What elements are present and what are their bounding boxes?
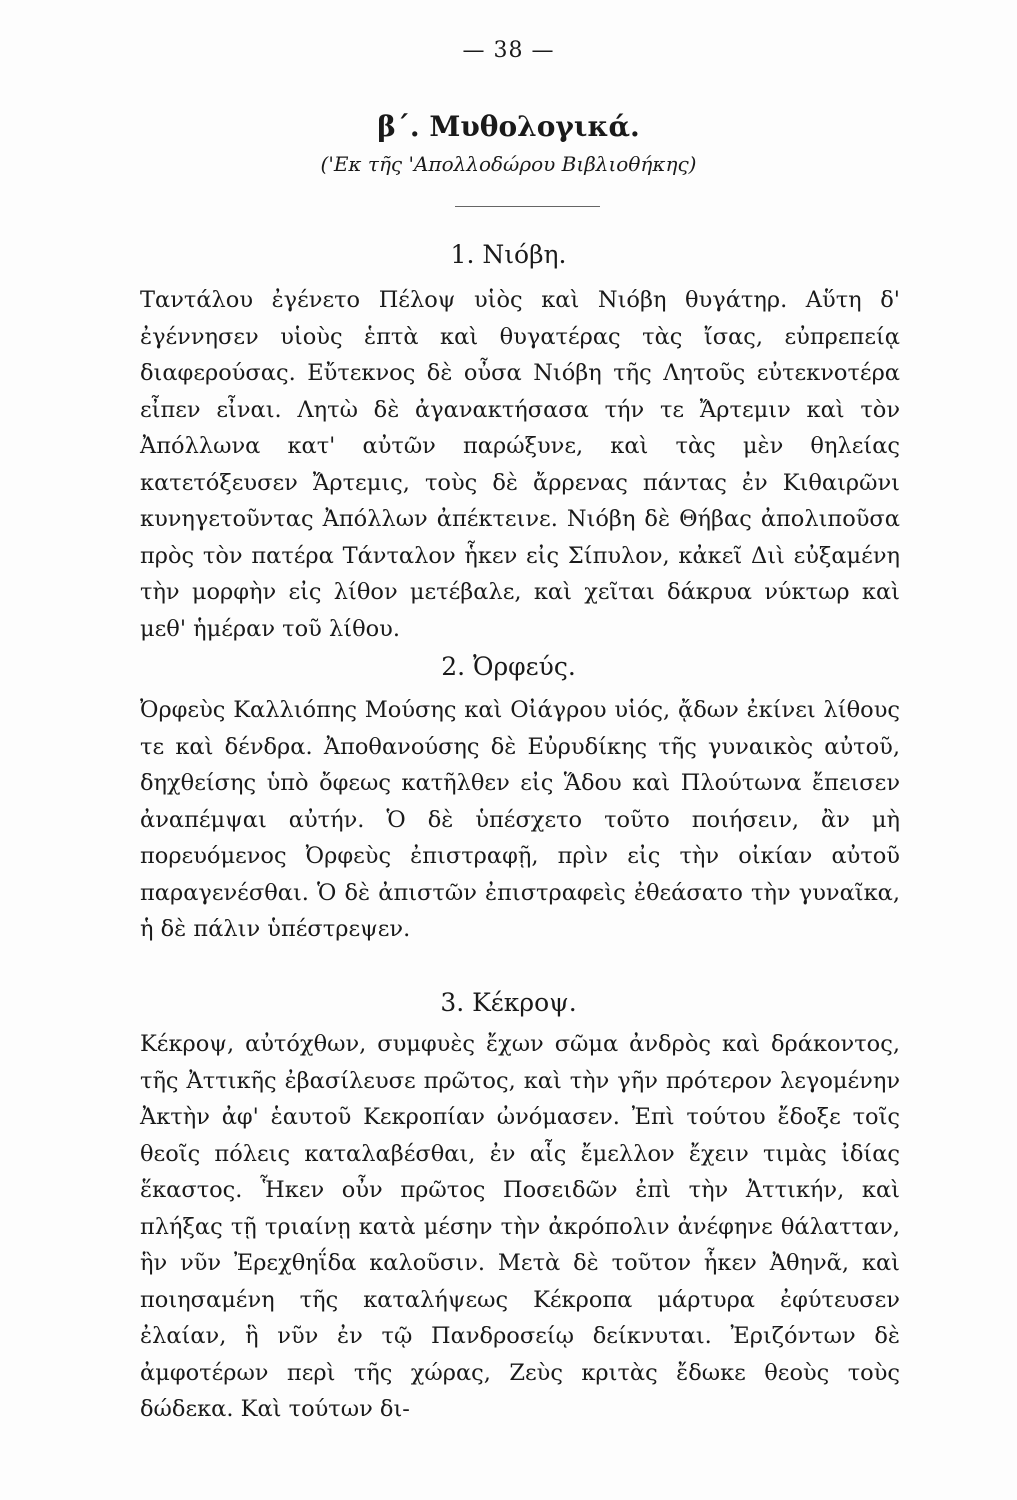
source-note: ('Εκ τῆς 'Απολλοδώρου Βιβλιοθήκης) — [320, 152, 697, 176]
story-heading-niobe: 1. Νιόβη. — [450, 240, 567, 269]
section-title: β΄. Μυθολογικά. — [377, 110, 640, 143]
story-heading-orpheus: 2. Ὀρφεύς. — [441, 652, 576, 681]
story-text-orpheus: Ὀρφεὺς Καλλιόπης Μούσης καὶ Οἰάγρου υἱός, ᾄδων ἐκίνει λίθους τε καὶ δένδρα. Ἀποθανούσης δὲ Εὐρυδίκης τῆς γυναικὸς αὐτοῦ, δηχθείσης ὑπὸ ὄφεως κατῆλθεν εἰς Ἅδου καὶ Πλούτωνα ἔπεισεν ἀναπέμψαι αὐτήν. Ὁ δὲ ὑπέσχετο τοῦτο ποιήσειν, ἂν μὴ πορευόμενος Ὀρφεὺς ἐπιστραφῇ, πρὶν εἰς τὴν οἰκίαν αὐτοῦ παραγενέσθαι. Ὁ δὲ ἀπιστῶν ἐπιστραφεὶς ἐθεάσατο τὴν γυναῖκα, ἡ δὲ πάλιν ὑπέστρεψεν. — [140, 697, 900, 942]
story-text-niobe: Ταντάλου ἐγένετο Πέλοψ υἱὸς καὶ Νιόβη θυγάτηρ. Αὕτη δ' ἐγέννησεν υἱοὺς ἑπτὰ καὶ θυγατέρας τὰς ἴσας, εὐπρεπείᾳ διαφερούσας. Εὔτεκνος δὲ οὖσα Νιόβη τῆς Λητοῦς εὐτεκνοτέρα εἶπεν εἶναι. Λητὼ δὲ ἀγανακτήσασα τήν τε Ἄρτεμιν καὶ τὸν Ἀπόλλωνα κατ' αὐτῶν παρώξυνε, καὶ τὰς μὲν θηλείας κατετόξευσεν Ἄρτεμις, τοὺς δὲ ἄρρενας πάντας ἐν Κιθαιρῶνι κυνηγετοῦντας Ἀπόλλων ἀπέκτεινε. Νιόβη δὲ Θήβας ἀπολιποῦσα πρὸς τὸν πατέρα Τάνταλον ἧκεν εἰς Σίπυλον, κἀκεῖ Διὶ εὐξαμένη τὴν μορφὴν εἰς λίθον μετέβαλε, καὶ χεῖται δάκρυα νύκτωρ καὶ μεθ' ἡμέραν τοῦ λίθου. — [140, 287, 900, 642]
story-text-kekrops: Κέκροψ, αὐτόχθων, συμφυὲς ἔχων σῶμα ἀνδρὸς καὶ δράκοντος, τῆς Ἀττικῆς ἐβασίλευσε πρῶτος, καὶ τὴν γῆν πρότερον λεγομένην Ἀκτὴν ἀφ' ἑαυτοῦ Κεκροπίαν ὠνόμασεν. Ἐπὶ τούτου ἔδοξε τοῖς θεοῖς πόλεις καταλαβέσθαι, ἐν αἷς ἔμελλον ἔχειν τιμὰς ἰδίας ἕκαστος. Ἧκεν οὖν πρῶτος Ποσειδῶν ἐπὶ τὴν Ἀττικήν, καὶ πλήξας τῇ τριαίνῃ κατὰ μέσην τὴν ἀκρόπολιν ἀνέφηνε θάλατταν, ἣν νῦν Ἐρεχθηΐδα καλοῦσιν. Μετὰ δὲ τοῦτον ἧκεν Ἀθηνᾶ, καὶ ποιησαμένη τῆς καταλήψεως Κέκροπα μάρτυρα ἐφύτευσεν ἐλαίαν, ἣ νῦν ἐν τῷ Πανδροσείῳ δείκνυται. Ἐριζόντων δὲ ἀμφοτέρων περὶ τῆς χώρας, Ζεὺς κριτὰς ἔδωκε θεοὺς τοὺς δώδεκα. Καὶ τούτων δι- — [140, 1031, 900, 1422]
page-number: — 38 — — [462, 38, 555, 63]
story-heading-kekrops: 3. Κέκροψ. — [440, 988, 577, 1017]
divider — [455, 206, 600, 207]
